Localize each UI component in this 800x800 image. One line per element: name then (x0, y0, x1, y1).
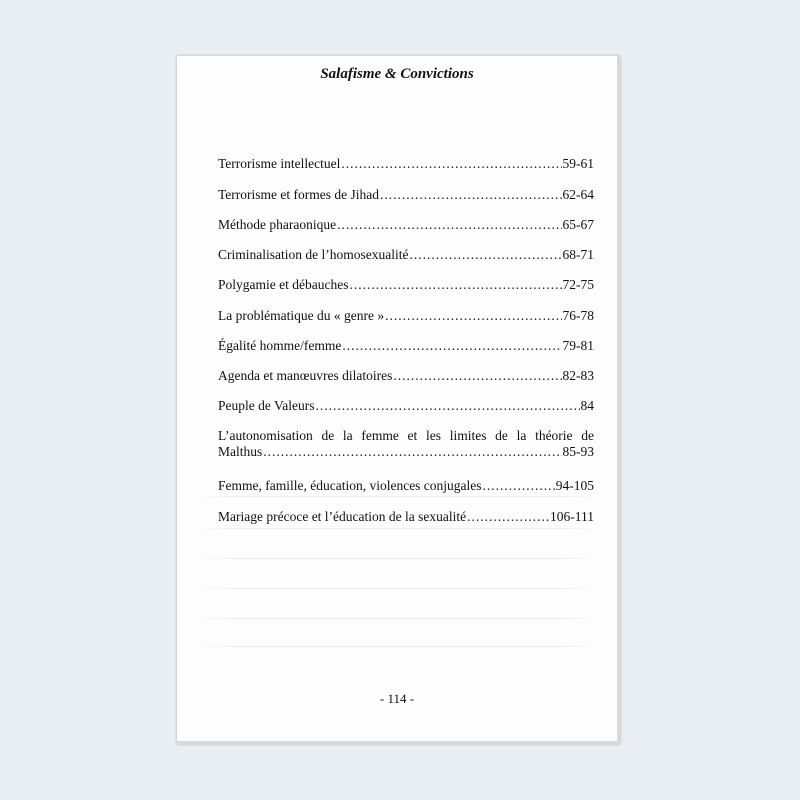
toc-title: Égalité homme/femme (218, 338, 342, 353)
toc-leader (409, 247, 561, 263)
toc-pages: 106-111 (550, 509, 594, 524)
toc-leader (380, 187, 562, 203)
toc-title-line1: L’autonomisation de la femme et les limites de la théorie de (218, 428, 594, 443)
toc-title: Femme, famille, éducation, violences conjugales (218, 478, 482, 493)
toc-title: Méthode pharaonique (218, 217, 337, 232)
toc-entry (218, 478, 594, 494)
page-number: - 114 - (379, 691, 415, 706)
toc-pages: 85-93 (562, 444, 594, 459)
toc-pages: 65-67 (562, 217, 594, 232)
toc-entry (218, 156, 594, 172)
toc-entry (218, 398, 594, 414)
toc-pages: 84 (580, 398, 594, 413)
toc-leader (483, 478, 555, 494)
toc-pages: 62-64 (562, 187, 594, 202)
toc-entry (218, 428, 594, 460)
toc-leader (315, 398, 579, 414)
toc-pages: 59-61 (562, 156, 594, 171)
toc-pages: 76-78 (562, 308, 594, 323)
toc-title: Peuple de Valeurs (218, 398, 315, 413)
toc-title: Terrorisme et formes de Jihad (218, 187, 379, 202)
toc-entry (218, 277, 594, 293)
toc-pages: 68-71 (562, 247, 594, 262)
toc-entry (218, 509, 594, 525)
toc-entry (218, 217, 594, 233)
toc-pages: 82-83 (562, 368, 594, 383)
toc-leader (342, 338, 561, 354)
toc-title: Polygamie et débauches (218, 277, 349, 292)
toc-entry (218, 308, 594, 324)
toc-pages: 72-75 (562, 277, 594, 292)
toc-entry (218, 187, 594, 203)
toc-title: Mariage précoce et l’éducation de la sexualité (218, 509, 467, 524)
toc-title-line2: Malthus (218, 444, 263, 459)
toc-pages: 94-105 (555, 478, 594, 493)
toc-leader (341, 156, 561, 172)
toc-title: Criminalisation de l’homosexualité (218, 247, 409, 262)
toc-title: Agenda et manœuvres dilatoires (218, 368, 393, 383)
toc-leader (393, 368, 561, 384)
toc-title: Terrorisme intellectuel (218, 156, 341, 171)
toc-title: La problématique du « genre » (218, 308, 385, 323)
toc-entry (218, 368, 594, 384)
toc-leader (467, 509, 549, 525)
book-page (177, 56, 620, 744)
toc-leader (349, 277, 561, 293)
running-head: Salafisme & Convictions (320, 66, 474, 82)
toc-leader (385, 308, 561, 324)
toc-leader (263, 444, 561, 460)
toc-pages: 79-81 (562, 338, 594, 353)
toc-entry (218, 247, 594, 263)
toc-leader (337, 217, 561, 233)
toc-entry (218, 338, 594, 354)
